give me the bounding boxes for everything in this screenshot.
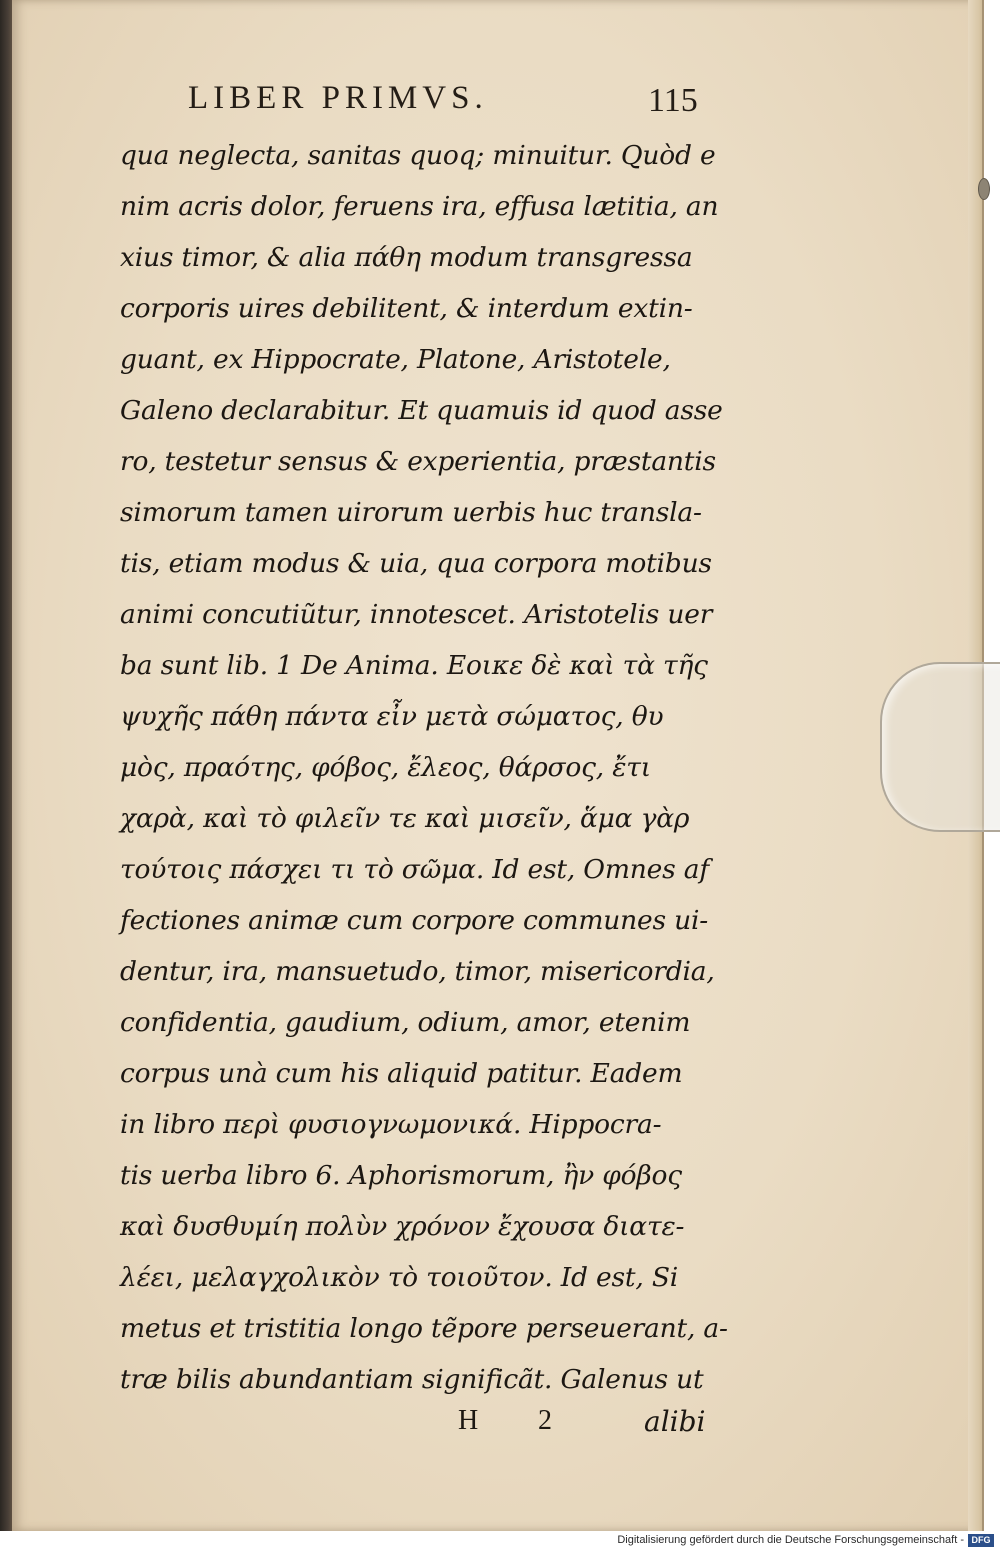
dfg-logo: DFG [968,1534,994,1547]
body-text [120,130,728,1405]
text-line: μὸς, πραότης, φόβος, ἔλεος, θάρσος, ἔτι [120,752,651,783]
folio-number: 115 [648,82,698,119]
text-line: guant, ex Hippocrate, Platone, Aristotele, [120,344,671,375]
page-clip [880,662,1000,832]
page-header [120,80,720,130]
page-mark [978,178,990,200]
text-line: ba sunt lib. 1 De Anima. Εοικε δὲ καὶ τὰ τῆς [120,650,708,681]
page-text-block [120,80,728,1451]
text-line: dentur, ira, mansuetudo, timor, misericordia, [120,956,715,987]
text-line: fectiones animæ cum corpore communes ui- [120,905,708,936]
text-line: xius timor, & alia πάθη modum transgressa [120,242,693,273]
text-line: in libro περὶ φυσιογνωμονικά. Hippocra- [120,1109,662,1140]
book-page [12,0,984,1531]
text-line: λέει, μελαγχολικὸν τὸ τοιοῦτον. Id est, Si [120,1262,679,1293]
text-line: τούτοις πάσχει τι τὸ σῶμα. Id est, Omnes af [120,854,709,885]
text-line: animi concutiũtur, innotescet. Aristotelis uer [120,599,713,630]
text-line: nim acris dolor, feruens ira, effusa lætitia, an [120,191,719,222]
page-footer [120,1405,720,1451]
text-line: ro, testetur sensus & experientia, præstantis [120,446,716,477]
text-line: simorum tamen uirorum uerbis huc transla- [120,497,702,528]
text-line: Galeno declarabitur. Et quamuis id quod asse [120,395,723,426]
catchword: alibi [644,1405,706,1438]
running-head: LIBER PRIMVS. [188,80,488,116]
text-line: καὶ δυσθυμίη πολὺν χρόνον ἔχουσα διατε- [120,1211,685,1242]
signature-mark: H [458,1405,479,1436]
text-line: corporis uires debilitent, & interdum extin- [120,293,693,324]
text-line: ψυχῆς πάθη πάντα εἶν μετὰ σώματος, θυ [120,701,664,732]
text-line: qua neglecta, sanitas quoq; minuitur. Quòd e [120,140,716,171]
funding-credit: Digitalisierung gefördert durch die Deutsche Forschungsgemeinschaft - [617,1534,964,1546]
text-line: χαρὰ, καὶ τὸ φιλεῖν τε καὶ μισεῖν, ἅμα γὰρ [120,803,690,834]
signature-number: 2 [538,1405,552,1436]
credit-bar [0,1531,1000,1551]
text-line: tis uerba libro 6. Aphorismorum, ἢν φόβος [120,1160,682,1191]
text-line: corpus unà cum his aliquid patitur. Eadem [120,1058,683,1089]
text-line: tis, etiam modus & uia, qua corpora motibus [120,548,712,579]
text-line: træ bilis abundantiam significãt. Galenus ut [120,1364,704,1395]
text-line: metus et tristitia longo tẽpore perseuerant, a- [120,1313,728,1344]
text-line: confidentia, gaudium, odium, amor, etenim [120,1007,691,1038]
